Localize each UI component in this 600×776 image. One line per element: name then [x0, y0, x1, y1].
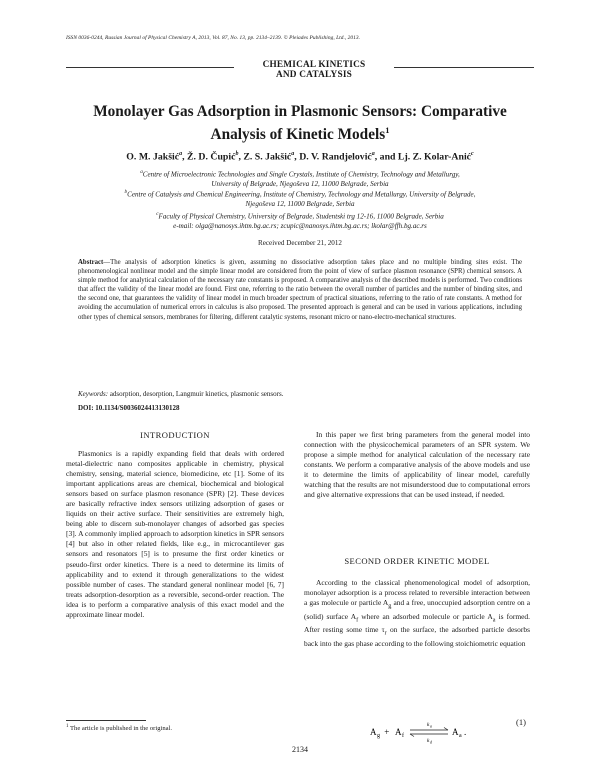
- equation-1: [370, 717, 526, 747]
- svg-text:k: k: [427, 722, 430, 728]
- section-rule-left: [66, 67, 234, 68]
- introduction-heading: INTRODUCTION: [140, 430, 210, 440]
- footnote-rule: [66, 720, 146, 721]
- abstract-label: Abstract: [78, 259, 104, 266]
- section-title: CHEMICAL KINETICS AND CATALYSIS: [262, 60, 366, 80]
- svg-text:A: A: [452, 727, 459, 737]
- second-order-text: According to the classical phenomenological model of adsorption, monolayer adsorption is a process related to reversible interaction between a gas molecule or particle $A_g$ and a free, unoccupied adsorption centre on a (solid) surface $A_f$ where an adsorbed molecule or particle $A_a$ is formed. After resting some time $\tau_r$ on the surface, the adsorbed particle desorbs back into the gas phase according to the following stoichiometric equation: [304, 578, 530, 648]
- received-date: Received December 21, 2012: [258, 239, 342, 247]
- author-name: Z. S. Jakšić: [243, 151, 292, 163]
- author-list: O. M. Jakšić$^a$, Ž. D. Čupić$^b$, Z. S. Jakšić$^a$, D. V. Randjelović$^a$, and Lj. Z. Kolar-Anić$^c$: [126, 151, 474, 163]
- title-footnote-mark: 1: [385, 125, 390, 135]
- second-order-heading: SECOND ORDER KINETIC MODEL: [344, 556, 490, 566]
- section-rule-right: [394, 67, 534, 68]
- right-intro-text: In this paper we first bring parameters from the general model into connection with the physicochemical parameters of an SPR system. We propose a simple method for analytical calculation of the necessary rate constants. We perform a comparative analysis of the above models and use it to determine the limits of applicability of linear model, carefully watching that the results are not misunderstood due to computational errors and give alternative expressions that can be used instead, if needed.: [304, 430, 530, 500]
- author-name: O. M. Jakšić: [126, 151, 180, 163]
- keywords: Keywords: adsorption, desorption, Langmuir kinetics, plasmonic sensors.: [78, 390, 284, 398]
- svg-text:d: d: [430, 739, 432, 745]
- svg-text:+: +: [382, 727, 392, 737]
- footnote: $^1$ The article is published in the original.: [66, 724, 173, 733]
- paper-title: Monolayer Gas Adsorption in Plasmonic Sensors: Comparative Analysis of Kinetic Models$^1$: [93, 103, 507, 144]
- author-name: Lj. Z. Kolar-Anić: [397, 151, 472, 163]
- contact-emails: e-mail: olga@nanosys.ihtm.bg.ac.rs; zcupic@nanosys.ihtm.bg.ac.rs; lkolar@ffh.bg.ac.rs: [173, 221, 427, 230]
- affiliation-a: $^a$Centre of Microelectronic Technologies and Single Crystals, Institute of Chemistry, Technology and Metallurgy, University of Belgrade, Njegoševa 12, 11000 Belgrade, Serbia: [140, 169, 460, 188]
- svg-text:A: A: [395, 727, 402, 737]
- svg-text:.: .: [464, 727, 467, 737]
- svg-text:A: A: [370, 727, 377, 737]
- svg-text:f: f: [402, 733, 404, 739]
- introduction-text: Plasmonics is a rapidly expanding field that deals with ordered metal-dielectric nano composites applicable in chemistry, physical chemistry, sensing, material science, biomedicine, etc [1]. Some of its important applications areas are chemical, biochemical and biological sensors based on surface plasmon resonance (SPR) [2]. These devices are basically refractive index sensors utilizing adsorption of gases or liquids on their active surface. Their sensitivities are extremely high, being able to discern sub-monolayer changes of adsorbed gas species [3]. A commonly implied approach to adsorption kinetics in SPR sensors [4] but also in other related fields, like e.g., in microcantilever gas sensors and resonators [5] is to presume the first order kinetics or pseudo-first order kinetics. There is a need to determine its limits of applicability and to extend it through generalizations to the widest possible number of cases. The standard general nonlinear model [6, 7] treats adsorption-desorption as a reversible, second-order reaction. The idea is to perform a comparative analysis of this exact model and the approximate linear model.: [66, 449, 284, 619]
- equation-svg: [370, 717, 526, 747]
- author-name: Ž. D. Čupić: [187, 151, 236, 163]
- svg-text:a: a: [430, 723, 432, 729]
- abstract: Abstract—The analysis of adsorption kinetics is given, assuming no dissociative adsorption takes place and no multiple binding sites exist. The phenomenological nonlinear model and the simple linear model are considered from the point of view of surface plasmon resonance (SPR) chemical sensors. A simple method for analytical calculation of the necessary rate constants is proposed. A comparative analysis of the described models is performed. Two conditions that affect the validity of the linear model are found. First one, referring to the ratio between the overall number of particles and the number of binding sites, and the second one, that guarantees the validity of linear model in much broader spectrum of practical situations, referring to the ratio of rate constants. A method for avoiding the accumulation of numerical errors in calculus is also proposed. The presented approach is general and can be used in various applications, including other types of chemical sensors, membranes for filtering, different catalytic systems, resonant micro or nano-electro-mechanical structures.: [78, 259, 522, 321]
- affiliation-b: $^b$Centre of Catalysis and Chemical Engineering, Institute of Chemistry, Technology and Metallurgy, University of Belgrade, Njegoševa 12, 11000 Belgrade, Serbia: [124, 189, 476, 208]
- abstract-text: The analysis of adsorption kinetics is given, assuming no dissociative adsorption takes place and no multiple binding sites exist. The phenomenological nonlinear model and the simple linear model are considered from the point of view of surface plasmon resonance (SPR) chemical sensors. A simple method for analytical calculation of the necessary rate constants is proposed. A comparative analysis of the described models is performed. Two conditions that affect the validity of the linear model are found. First one, referring to the ratio between the overall number of particles and the number of binding sites, and the second one, that guarantees the validity of linear model in much broader spectrum of practical situations, referring to the ratio of rate constants. A method for avoiding the accumulation of numerical errors in calculus is also proposed. The presented approach is general and can be used in various applications, including other types of chemical sensors, membranes for filtering, different catalytic systems, resonant micro or nano-electro-mechanical structures.: [78, 259, 522, 321]
- section-heading: [66, 60, 534, 84]
- equation-number: (1): [516, 717, 526, 727]
- svg-text:k: k: [427, 738, 430, 744]
- running-head: ISSN 0036-0244, Russian Journal of Physical Chemistry A, 2013, Vol. 87, No. 13, pp. 2134–2139. © Pleiades Publishing, Ltd., 2013.: [66, 35, 361, 41]
- affiliation-c: $^c$Faculty of Physical Chemistry, University of Belgrade, Studentski trg 12-16, 11000 Belgrade, Serbia e-mail: olga@nanosys.ihtm.bg.ac.rs; zcupic@nanosys.ihtm.bg.ac.rs; lkolar@ffh.bg.ac.rs: [66, 210, 534, 231]
- svg-text:g: g: [377, 733, 380, 739]
- author-name: D. V. Randjelović: [299, 151, 372, 163]
- svg-text:a: a: [459, 733, 462, 739]
- page-number: 2134: [292, 745, 308, 754]
- equilibrium-arrow: [410, 728, 448, 737]
- doi: DOI: 10.1134/S0036024413130128: [78, 404, 180, 412]
